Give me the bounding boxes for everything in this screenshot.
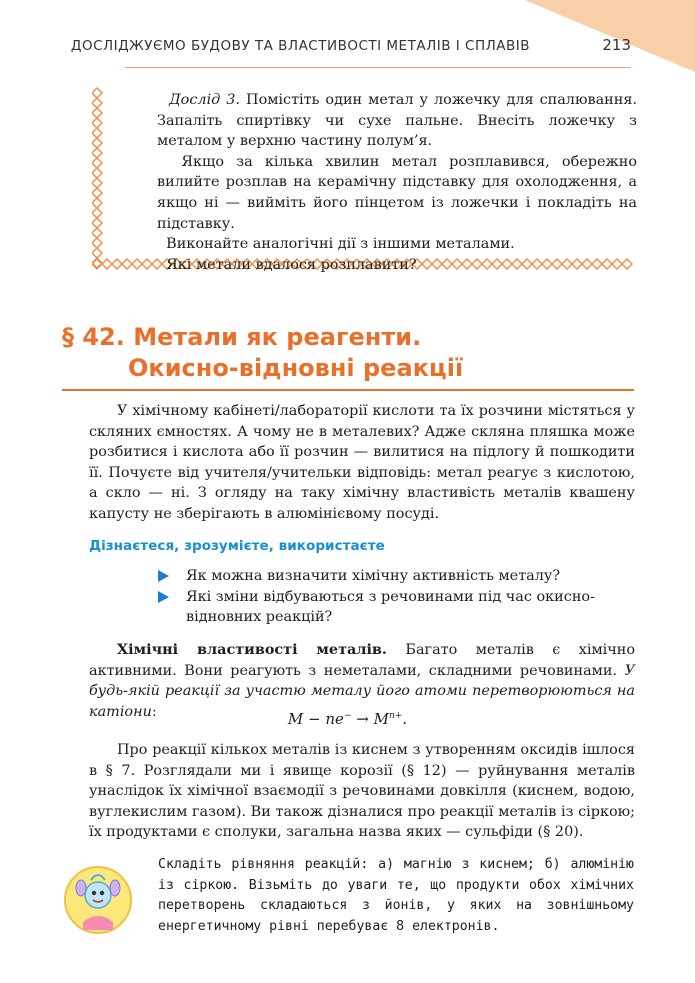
chemical-properties-term: Хімічні властивості металів. bbox=[117, 641, 387, 658]
running-title: ДОСЛІДЖУЄМО БУДОВУ ТА ВЛАСТИВОСТІ МЕТАЛІВ І СПЛАВІВ bbox=[70, 38, 530, 54]
experiment-text-4: Які метали вдалося розплавити? bbox=[166, 256, 417, 273]
border-diamond bbox=[92, 218, 102, 228]
oxidation-formula bbox=[0, 710, 695, 728]
experiment-text-1: Помістіть один метал у ложечку для спалювання. Запаліть спиртівку чи сухе пальне. Внесіть ложечку з металом у верхню частину полум’я. bbox=[157, 92, 637, 150]
border-diamond bbox=[92, 88, 102, 98]
experiment-text-3: Виконайте аналогічні дії з іншими металами. bbox=[166, 236, 515, 253]
border-diamond bbox=[92, 168, 102, 178]
task-text: Складіть рівняння реакцій: а) магнію з киснем; б) алюмінію із сіркою. Візьміть до уваги те, що продукти обох хімічних перетворень складаються з йонів, у яких на зовнішньому енергетичному рівні перебуває 8 електронів. bbox=[158, 857, 634, 934]
reactions-text: Про реакції кількох металів із киснем з утворенням оксидів ішлося в § 7. Розглядали ми і явище корозії (§ 12) — руйнування металів унаслідок їх хімічної взаємодії з речовинами довкілля (киснем, водою, вуглекислим газом). Ви також дізналися про реакції металів із сіркою; їх продуктами є сполуки, загальна назва яких — сульфіди (§ 20). bbox=[89, 742, 635, 841]
border-diamond bbox=[122, 259, 132, 269]
border-diamond bbox=[92, 138, 102, 148]
formula-end: . bbox=[402, 710, 408, 728]
formula-arrow: → M bbox=[351, 710, 389, 728]
formula-electron-charge: − bbox=[343, 711, 352, 721]
border-diamond bbox=[102, 259, 112, 269]
experiment-text-2: Якщо за кілька хвилин метал розплавився, обережно вилийте розплав на керамічну підставку для охолодження, а якщо ні — вийміть його пінцетом із ложечки і покладіть на підставку. bbox=[157, 153, 637, 232]
task-block bbox=[158, 855, 634, 937]
page-number: 213 bbox=[602, 36, 631, 54]
header-rule bbox=[125, 67, 631, 68]
experiment-block bbox=[157, 90, 637, 275]
learn-heading: Дізнаєтеся, зрозумієте, використаєте bbox=[89, 538, 385, 554]
border-diamond bbox=[142, 259, 152, 269]
experiment-paragraph-3 bbox=[157, 234, 637, 255]
border-diamond bbox=[92, 158, 102, 168]
section-title bbox=[62, 322, 463, 384]
triangle-bullet-icon bbox=[158, 591, 169, 603]
task-mascot-icon bbox=[63, 862, 133, 942]
list-item bbox=[152, 566, 638, 587]
experiment-label: Дослід 3. bbox=[168, 92, 241, 108]
formula-left: M − ne bbox=[287, 710, 344, 728]
reactions-paragraph bbox=[89, 740, 635, 843]
border-diamond bbox=[92, 148, 102, 158]
intro-text: У хімічному кабінеті/лабораторії кислоти та їх розчини містяться у скляних ємностях. А чому не в металевих? Адже скляна пляшка може розбитися і кислота або її розчин — вилитися на підлогу й пошкодити її. Почуєте від учителя/учительки відповідь: метал реагує з кислотою, а скло — ні. З огляду на таку хімічну властивість металів квашену капусту не зберігають в алюмінієвому посуді. bbox=[89, 403, 635, 522]
border-diamond bbox=[132, 259, 142, 269]
chemical-properties-body: Багато металів є хімічно активними. Вони реагують з неметалами, складними речовинами. bbox=[89, 642, 636, 679]
experiment-paragraph-2 bbox=[157, 152, 637, 234]
border-diamond bbox=[92, 198, 102, 208]
border-diamond bbox=[92, 98, 102, 108]
border-diamond bbox=[92, 128, 102, 138]
list-item bbox=[152, 587, 638, 628]
formula-cation-charge: n+ bbox=[388, 711, 403, 721]
experiment-paragraph-1 bbox=[157, 90, 637, 152]
border-diamond bbox=[92, 188, 102, 198]
page-header bbox=[0, 36, 695, 60]
experiment-paragraph-4 bbox=[157, 255, 637, 276]
border-diamond bbox=[92, 178, 102, 188]
border-diamond bbox=[92, 248, 102, 258]
triangle-bullet-icon bbox=[158, 570, 169, 582]
question-list bbox=[152, 566, 638, 628]
section-title-line-1: § 42. Метали як реагенти. bbox=[62, 323, 422, 351]
chemical-properties-colon: : bbox=[151, 703, 157, 720]
question-text: Як можна визначити хімічну активність металу? bbox=[186, 568, 561, 584]
border-diamond bbox=[92, 208, 102, 218]
border-diamond bbox=[92, 108, 102, 118]
intro-paragraph bbox=[89, 401, 635, 525]
border-diamond bbox=[92, 228, 102, 238]
border-diamond bbox=[92, 118, 102, 128]
border-diamond bbox=[112, 259, 122, 269]
chemical-properties-rule: У будь-якій реакції за участю металу його атоми перетворюються на катіони bbox=[89, 662, 635, 720]
section-title-rule bbox=[62, 389, 634, 391]
question-text: Які зміни відбуваються з речовинами під час окисно-відновних реакцій? bbox=[186, 588, 595, 626]
border-diamond bbox=[92, 238, 102, 248]
section-title-line-2: Окисно-відновні реакції bbox=[128, 354, 464, 382]
